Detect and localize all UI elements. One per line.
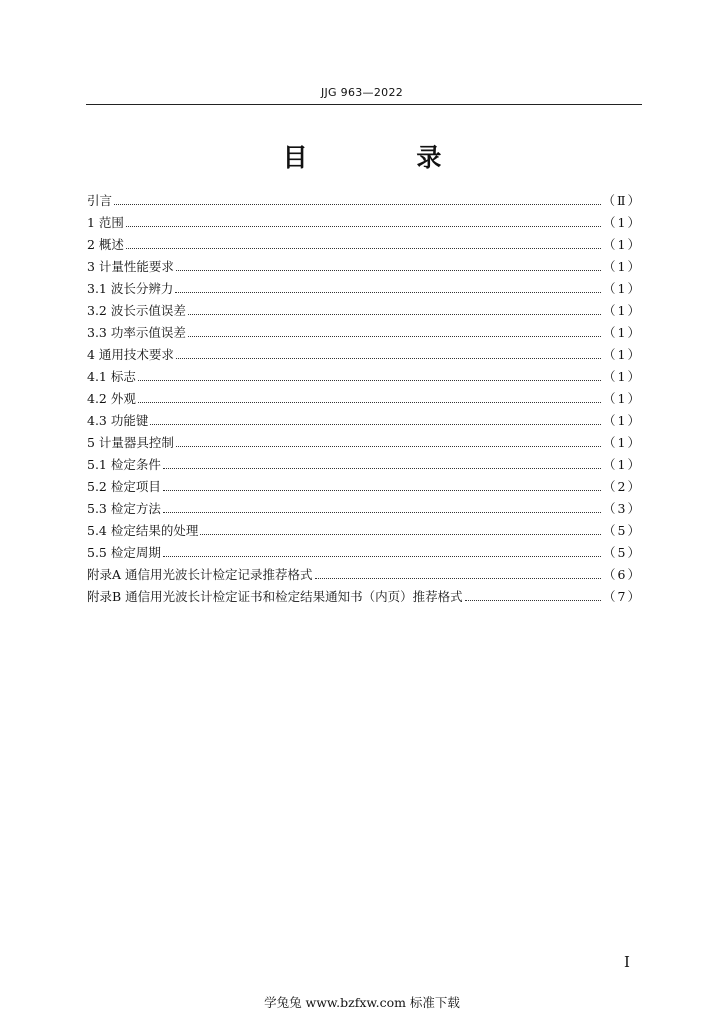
toc-entry-page: （Ⅱ） (602, 193, 642, 208)
toc-entry-5-3[interactable] (87, 498, 642, 520)
standard-code: JJG 963—2022 (320, 86, 404, 99)
dot-leader (200, 534, 601, 535)
dot-leader (163, 468, 601, 469)
dot-leader (176, 446, 601, 447)
toc-entry-5[interactable] (87, 432, 642, 454)
toc-entry-appendix-a[interactable] (87, 564, 642, 586)
toc-entry-page: （1） (603, 303, 642, 318)
toc-entry-page: （1） (603, 281, 642, 296)
toc-entry-label: 5 计量器具控制 (87, 435, 174, 450)
toc-entry-page: （1） (603, 435, 642, 450)
toc-entry-page: （1） (603, 369, 642, 384)
toc-entry-label: 3.1 波长分辨力 (87, 281, 174, 296)
dot-leader (126, 248, 601, 249)
toc-entry-label: 3.2 波长示值误差 (87, 303, 186, 318)
dot-leader (138, 402, 601, 403)
page-number: I (624, 953, 630, 971)
toc-entry-page: （2） (603, 479, 642, 494)
toc-entry-label: 4.2 外观 (87, 391, 136, 406)
toc-entry-page: （1） (603, 413, 642, 428)
dot-leader (126, 226, 601, 227)
toc-entry-page: （7） (603, 589, 642, 604)
toc-entry-5-4[interactable] (87, 520, 642, 542)
table-of-contents (87, 190, 642, 608)
footer-watermark: 学兔兔 www.bzfxw.com 标准下载 (264, 995, 460, 1010)
page-title: 目 录 (282, 143, 492, 172)
toc-entry-label: 5.5 检定周期 (87, 545, 161, 560)
toc-entry-label: 5.2 检定项目 (87, 479, 161, 494)
toc-entry-label: 5.3 检定方法 (87, 501, 161, 516)
toc-entry-appendix-b[interactable] (87, 586, 642, 608)
toc-entry-page: （3） (603, 501, 642, 516)
toc-entry-page: （1） (603, 259, 642, 274)
toc-entry-label: 附录B 通信用光波长计检定证书和检定结果通知书（内页）推荐格式 (87, 589, 463, 604)
toc-entry-5-1[interactable] (87, 454, 642, 476)
toc-entry-page: （1） (603, 347, 642, 362)
toc-entry-page: （5） (603, 523, 642, 538)
toc-entry-5-5[interactable] (87, 542, 642, 564)
toc-entry-page: （1） (603, 325, 642, 340)
toc-entry-page: （6） (603, 567, 642, 582)
toc-entry-4-2[interactable] (87, 388, 642, 410)
dot-leader (163, 490, 601, 491)
dot-leader (138, 380, 601, 381)
toc-entry-4-3[interactable] (87, 410, 642, 432)
dot-leader (114, 204, 600, 205)
dot-leader (176, 270, 601, 271)
toc-entry-3[interactable] (87, 256, 642, 278)
toc-entry-label: 附录A 通信用光波长计检定记录推荐格式 (87, 567, 313, 582)
toc-entry-label: 4 通用技术要求 (87, 347, 174, 362)
dot-leader (163, 556, 601, 557)
toc-entry-5-2[interactable] (87, 476, 642, 498)
toc-entry-label: 5.1 检定条件 (87, 457, 161, 472)
toc-entry-4[interactable] (87, 344, 642, 366)
toc-entry-label: 4.3 功能键 (87, 413, 149, 428)
dot-leader (315, 578, 602, 579)
toc-entry-label: 3 计量性能要求 (87, 259, 174, 274)
toc-entry-3-2[interactable] (87, 300, 642, 322)
header-divider (86, 104, 642, 105)
toc-entry-label: 5.4 检定结果的处理 (87, 523, 199, 538)
toc-entry-2[interactable] (87, 234, 642, 256)
dot-leader (163, 512, 601, 513)
toc-entry-label: 4.1 标志 (87, 369, 136, 384)
toc-entry-intro[interactable] (87, 190, 642, 212)
toc-entry-label: 引言 (87, 193, 113, 208)
dot-leader (188, 336, 601, 337)
toc-entry-3-3[interactable] (87, 322, 642, 344)
dot-leader (465, 600, 601, 601)
dot-leader (150, 424, 601, 425)
toc-entry-label: 2 概述 (87, 237, 124, 252)
toc-entry-page: （1） (603, 215, 642, 230)
toc-entry-page: （1） (603, 457, 642, 472)
dot-leader (188, 314, 601, 315)
dot-leader (176, 358, 601, 359)
toc-entry-4-1[interactable] (87, 366, 642, 388)
toc-entry-label: 1 范围 (87, 215, 124, 230)
toc-entry-1[interactable] (87, 212, 642, 234)
dot-leader (175, 292, 601, 293)
toc-entry-page: （1） (603, 237, 642, 252)
toc-entry-label: 3.3 功率示值误差 (87, 325, 186, 340)
toc-entry-page: （5） (603, 545, 642, 560)
toc-entry-3-1[interactable] (87, 278, 642, 300)
toc-entry-page: （1） (603, 391, 642, 406)
